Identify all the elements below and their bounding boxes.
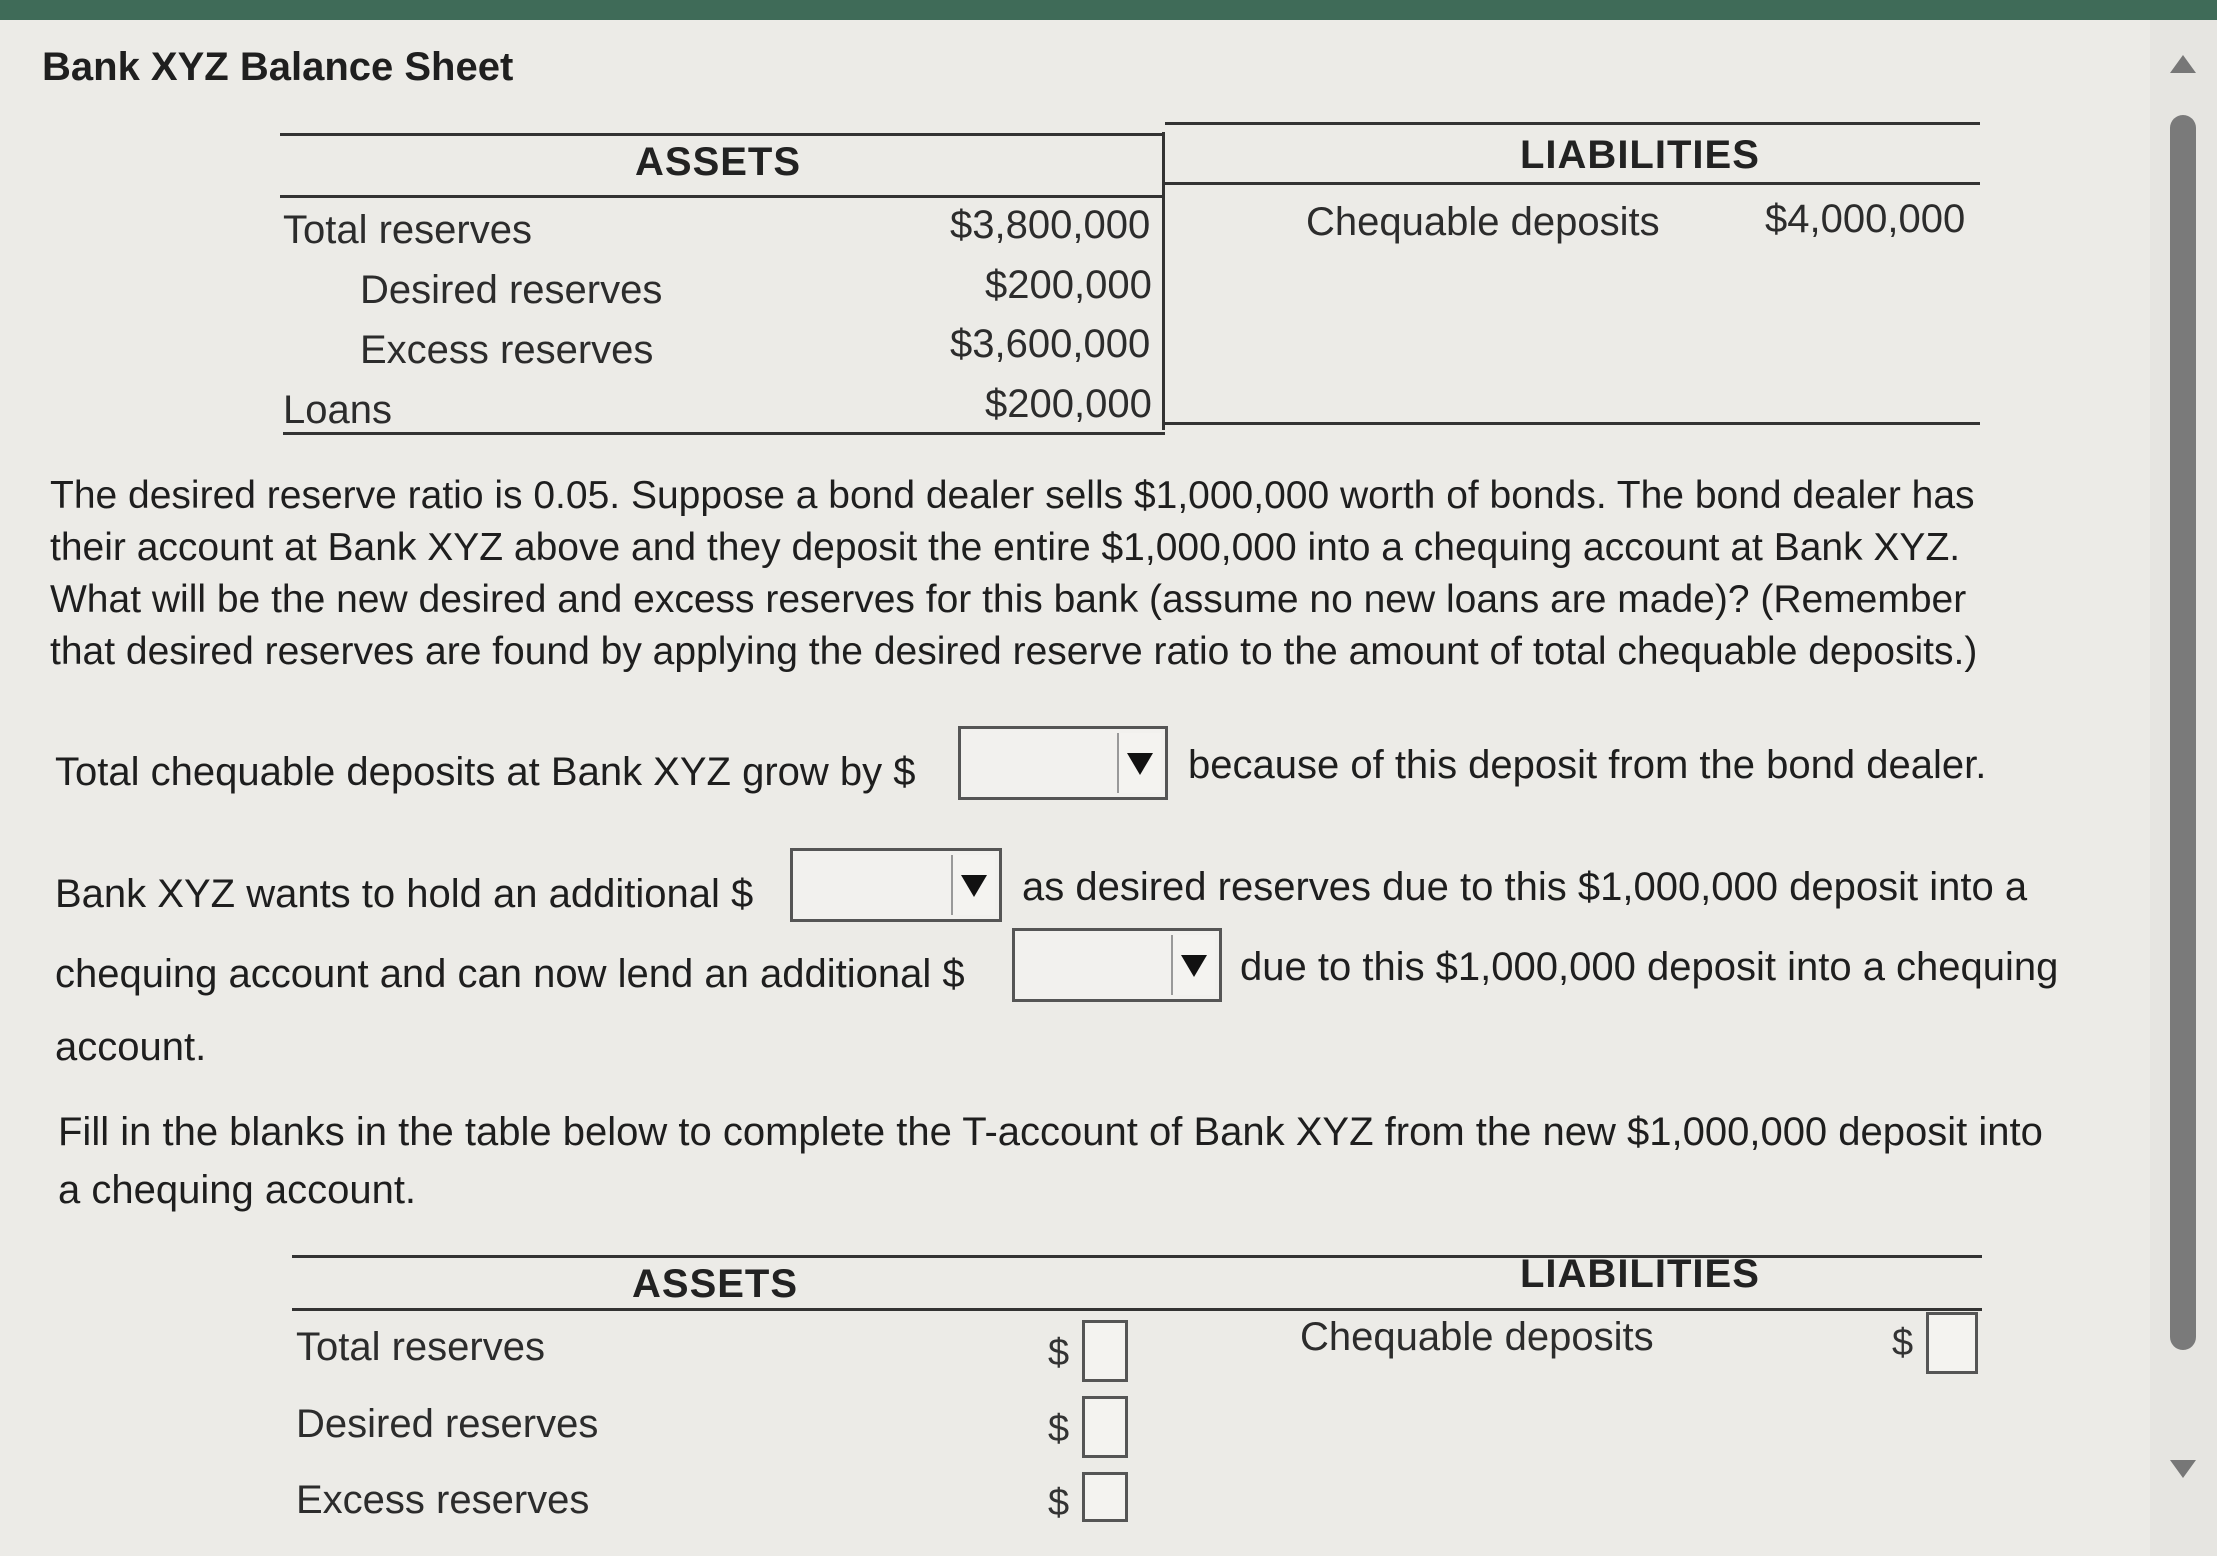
excess-reserves-input[interactable]	[1082, 1472, 1128, 1522]
table-top-rule-right	[1165, 122, 1980, 125]
desired-reserves-dropdown[interactable]	[790, 848, 1002, 922]
liability-value-chequable-deposits: $4,000,000	[1765, 197, 1966, 241]
liability-label-chequable-deposits: Chequable deposits	[1306, 200, 1660, 244]
scroll-down-arrow-icon[interactable]	[2170, 1460, 2196, 1478]
assets-header: ASSETS	[635, 140, 802, 184]
row-value-loans: $200,000	[985, 382, 1152, 426]
chequable-deposits-input[interactable]	[1926, 1312, 1978, 1374]
t-row-currency-desired-reserves: $	[1048, 1408, 1070, 1450]
row-value-total-reserves: $3,800,000	[950, 203, 1151, 247]
top-bar	[0, 0, 2217, 20]
t-account-assets-header: ASSETS	[632, 1262, 799, 1306]
prompt-3-after: due to this $1,000,000 deposit into a chequing	[1240, 945, 2059, 989]
prompt-3-before: chequing account and can now lend an additional $	[55, 952, 965, 996]
prompt-1-before: Total chequable deposits at Bank XYZ grow by $	[55, 750, 916, 794]
fill-instructions-line-2: a chequing account.	[58, 1168, 417, 1212]
additional-lending-dropdown[interactable]	[1012, 928, 1222, 1002]
t-row-currency-total-reserves: $	[1048, 1332, 1070, 1374]
prompt-2-after: as desired reserves due to this $1,000,000 deposit into a	[1022, 865, 2028, 909]
row-label-excess-reserves: Excess reserves	[360, 328, 654, 372]
table-divider	[1162, 132, 1165, 430]
table-header-rule-right	[1165, 182, 1980, 185]
prompt-1-after: because of this deposit from the bond dealer.	[1188, 743, 1987, 787]
question-line-3: What will be the new desired and excess reserves for this bank (assume no new loans are made)? (Remember	[50, 578, 1967, 621]
t-row-label-total-reserves: Total reserves	[296, 1325, 545, 1369]
t-liability-label-chequable-deposits: Chequable deposits	[1300, 1315, 1654, 1359]
desired-reserves-input[interactable]	[1082, 1396, 1128, 1458]
t-account-liabilities-header: LIABILITIES	[1520, 1252, 1760, 1296]
page-title: Bank XYZ Balance Sheet	[42, 45, 514, 89]
liabilities-header: LIABILITIES	[1520, 133, 1760, 177]
table-top-rule-left	[280, 133, 1165, 136]
question-line-1: The desired reserve ratio is 0.05. Suppose a bond dealer sells $1,000,000 worth of bonds. The bond dealer has	[50, 474, 1975, 517]
t-row-currency-excess-reserves: $	[1048, 1482, 1070, 1524]
scrollbar-thumb[interactable]	[2170, 115, 2196, 1350]
t-account-header-rule	[292, 1308, 1982, 1311]
row-value-desired-reserves: $200,000	[985, 263, 1152, 307]
t-liability-currency: $	[1892, 1322, 1914, 1364]
question-text	[50, 470, 2130, 678]
t-row-label-excess-reserves: Excess reserves	[296, 1478, 590, 1522]
table-header-rule-left	[280, 195, 1165, 198]
fill-instructions-line-1: Fill in the blanks in the table below to complete the T-account of Bank XYZ from the new $1,000,000 deposit into	[58, 1110, 2043, 1154]
t-row-label-desired-reserves: Desired reserves	[296, 1402, 599, 1446]
dropdown-caret-icon[interactable]	[951, 855, 995, 915]
prompt-2-before: Bank XYZ wants to hold an additional $	[55, 872, 754, 916]
question-line-4: that desired reserves are found by applying the desired reserve ratio to the amount of total chequable deposits.)	[50, 630, 1978, 673]
total-reserves-input[interactable]	[1082, 1320, 1128, 1382]
dropdown-caret-icon[interactable]	[1171, 935, 1215, 995]
deposit-growth-dropdown[interactable]	[958, 726, 1168, 800]
row-label-total-reserves: Total reserves	[283, 208, 532, 252]
table-bottom-rule-left	[283, 432, 1165, 435]
scroll-up-arrow-icon[interactable]	[2170, 55, 2196, 73]
dropdown-caret-icon[interactable]	[1117, 733, 1161, 793]
row-value-excess-reserves: $3,600,000	[950, 322, 1151, 366]
question-line-2: their account at Bank XYZ above and they deposit the entire $1,000,000 into a chequing account at Bank XYZ.	[50, 526, 1961, 569]
table-bottom-rule-right	[1165, 422, 1980, 425]
row-label-desired-reserves: Desired reserves	[360, 268, 663, 312]
row-label-loans: Loans	[283, 388, 392, 432]
prompt-3-tail: account.	[55, 1025, 207, 1069]
